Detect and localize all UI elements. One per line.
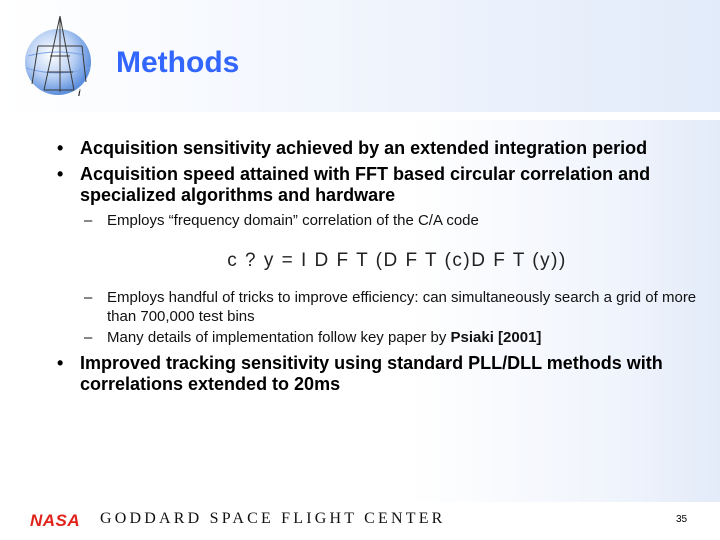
citation-author: Psiaki [2001] (450, 329, 542, 346)
bullet-marker: • (57, 138, 64, 158)
sub-bullet-item (57, 328, 697, 347)
bullet-marker: • (57, 164, 64, 184)
sub-bullet-marker: – (84, 329, 93, 346)
sub-bullet-text: Employs “frequency domain” correlation of the C/A code (107, 212, 479, 229)
bullet-text: Acquisition sensitivity achieved by an extended integration period (80, 138, 648, 158)
correlation-formula: c ? y = I D F T (D F T (c)D F T (y)) (227, 250, 567, 271)
organization-name: GODDARD SPACE FLIGHT CENTER (100, 510, 446, 527)
bullet-item (57, 353, 697, 395)
bullet-item (57, 164, 697, 206)
sub-bullet-item (57, 288, 697, 326)
svg-text:i: i (78, 88, 81, 98)
nasa-worm-logo (30, 511, 90, 528)
gps-navigator-globe-icon (20, 12, 100, 98)
sub-bullet-marker: – (84, 212, 93, 229)
header-band (0, 0, 720, 112)
bullet-text: Improved tracking sensitivity using standard PLL/DLL methods with correlations extended to 20ms (80, 353, 663, 394)
bullet-marker: • (57, 353, 64, 373)
slide-title: Methods (116, 46, 240, 79)
slide-body (57, 138, 697, 400)
bullet-text: Acquisition speed attained with FFT based circular correlation and specialized algorithms and hardware (80, 164, 651, 205)
sub-bullet-text: Employs handful of tricks to improve efficiency: can simultaneously search a grid of more than 700,000 test bins (107, 289, 697, 325)
page-number: 35 (676, 514, 688, 525)
bullet-item (57, 138, 697, 159)
sub-bullet-item (57, 211, 697, 230)
nasa-logo-text: NASA (30, 511, 81, 528)
sub-bullet-marker: – (84, 289, 93, 306)
sub-bullet-text: Many details of implementation follow key paper by (107, 329, 451, 346)
